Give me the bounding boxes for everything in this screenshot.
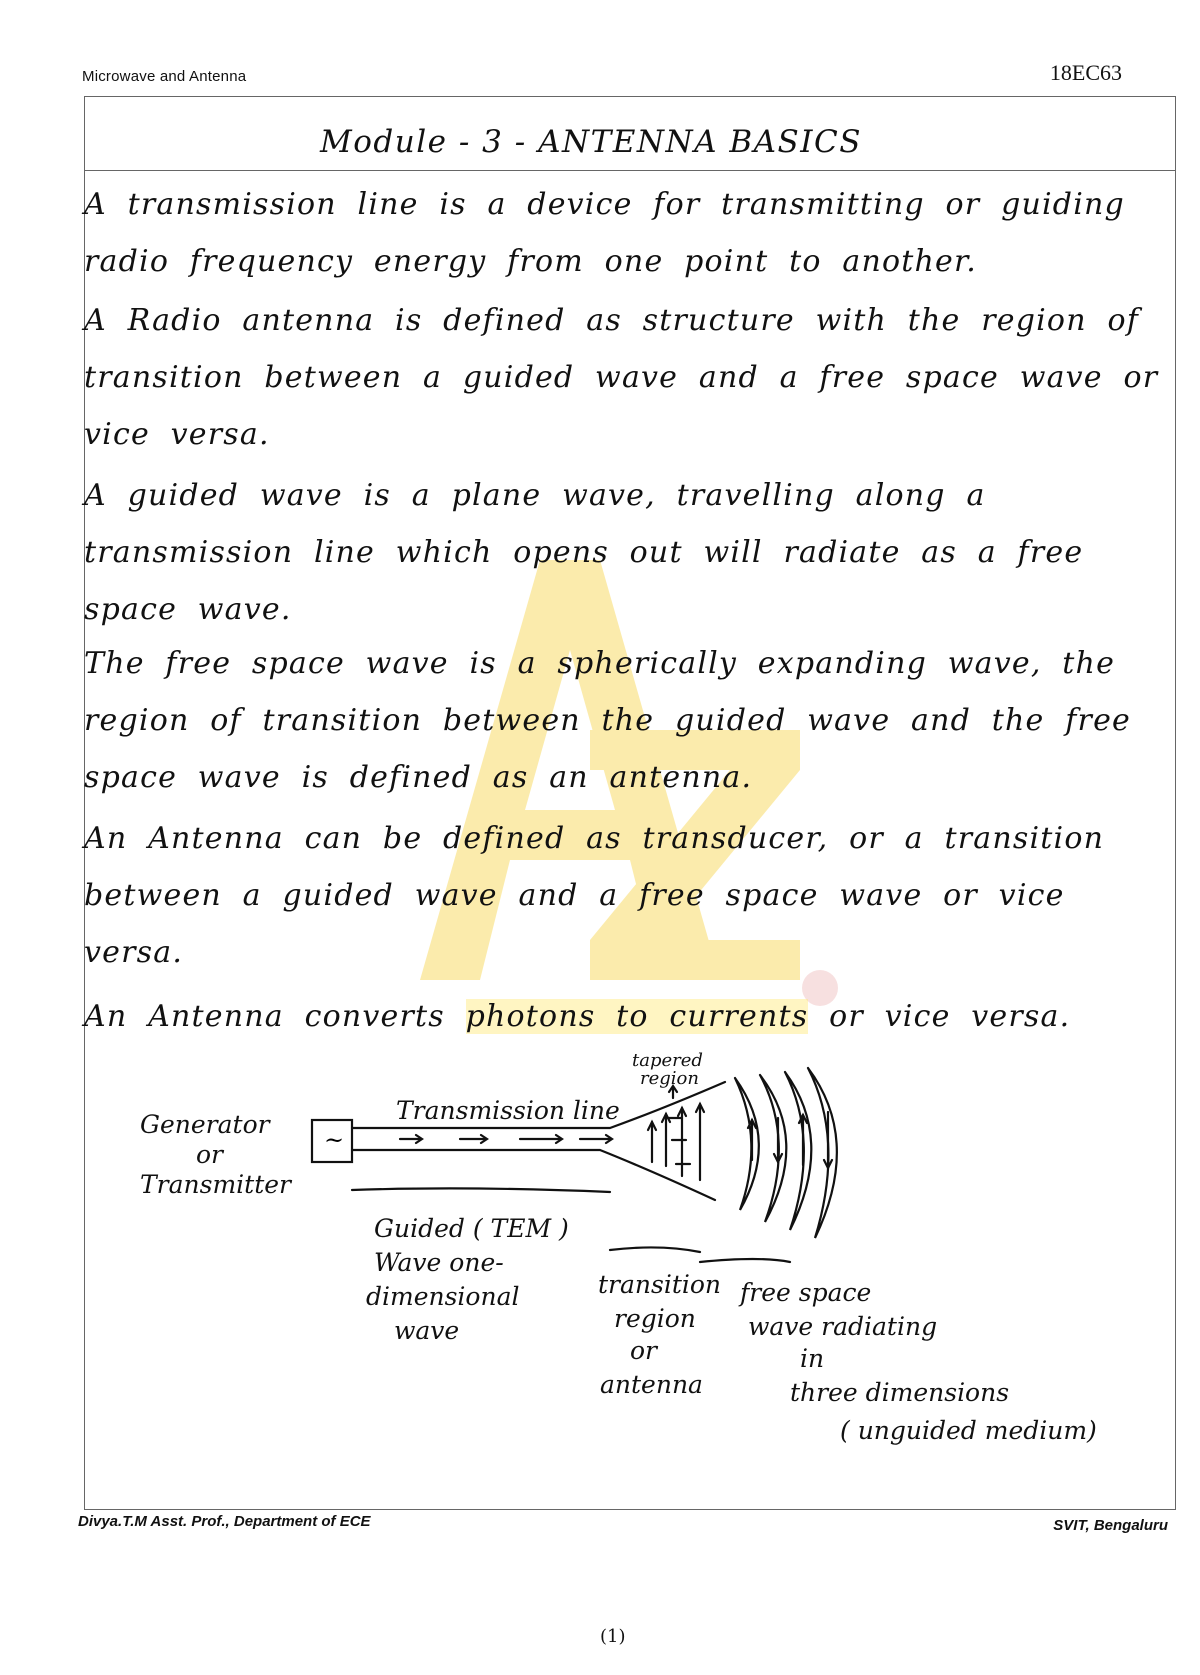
wave-label: wave [394, 1316, 460, 1345]
wave-radiating-label: wave radiating [748, 1312, 938, 1341]
generator-symbol: ~ [324, 1126, 345, 1154]
wavefront-1 [735, 1078, 759, 1210]
paragraph-2: A Radio antenna is defined as structure with the region of transition between a guided wave and a free space wave or vice versa. [84, 303, 1159, 452]
header-course: Microwave and Antenna [82, 68, 247, 85]
page-number: (1) [600, 1626, 626, 1647]
transition-region-label: region [614, 1304, 696, 1333]
transmitter-label: Transmitter [140, 1170, 292, 1199]
transmission-line-label: Transmission line [396, 1096, 620, 1125]
paragraph-5: An Antenna can be defined as transducer, or a transition between a guided wave and a free space wave or vice versa. [84, 821, 1105, 970]
highlighted-phrase: photons to currents [465, 999, 809, 1034]
tapered-label: tapered [632, 1050, 703, 1071]
in-label: in [800, 1344, 825, 1373]
generator-or-label: or [196, 1140, 224, 1169]
region-label: region [640, 1068, 699, 1089]
footer-institute: SVIT, Bengaluru [1053, 1517, 1168, 1534]
paragraph-1: A transmission line is a device for transmitting or guiding radio frequency energy from one point to another. [84, 187, 1125, 279]
antenna-label: antenna [600, 1370, 703, 1399]
guided-wave-label: Wave one- [374, 1248, 504, 1277]
paragraph-6-start: An Antenna converts [84, 999, 466, 1034]
wavefront-2 [760, 1075, 786, 1222]
unguided-medium-label: ( unguided medium) [840, 1416, 1097, 1445]
header-code: 18EC63 [1049, 60, 1122, 85]
paragraph-6-end: or vice versa. [808, 999, 1071, 1034]
taper-field-lines [652, 1104, 700, 1180]
dimensional-label: dimensional [366, 1282, 520, 1311]
paragraph-4: The free space wave is a spherically expanding wave, the region of transition between the guided wave and the free space wave is defined as an antenna. [84, 646, 1131, 795]
module-title: Module - 3 - ANTENNA BASICS [320, 124, 862, 160]
transition-label: transition [598, 1270, 722, 1299]
transition-or-label: or [630, 1336, 658, 1365]
transmission-line-bottom [352, 1150, 715, 1200]
footer-author: Divya.T.M Asst. Prof., Department of ECE [78, 1513, 371, 1530]
guided-bracket [352, 1188, 610, 1192]
transition-bracket [610, 1247, 700, 1252]
three-dimensions-label: three dimensions [790, 1378, 1010, 1407]
freespace-label: free space [740, 1278, 872, 1307]
guided-label: Guided ( TEM ) [374, 1214, 569, 1243]
generator-label: Generator [140, 1110, 270, 1139]
paragraph-3: A guided wave is a plane wave, travelling along a transmission line which opens out will radiate as a free space wave. [84, 478, 1084, 627]
wavefront-3 [785, 1072, 811, 1230]
freespace-bracket [700, 1259, 790, 1262]
